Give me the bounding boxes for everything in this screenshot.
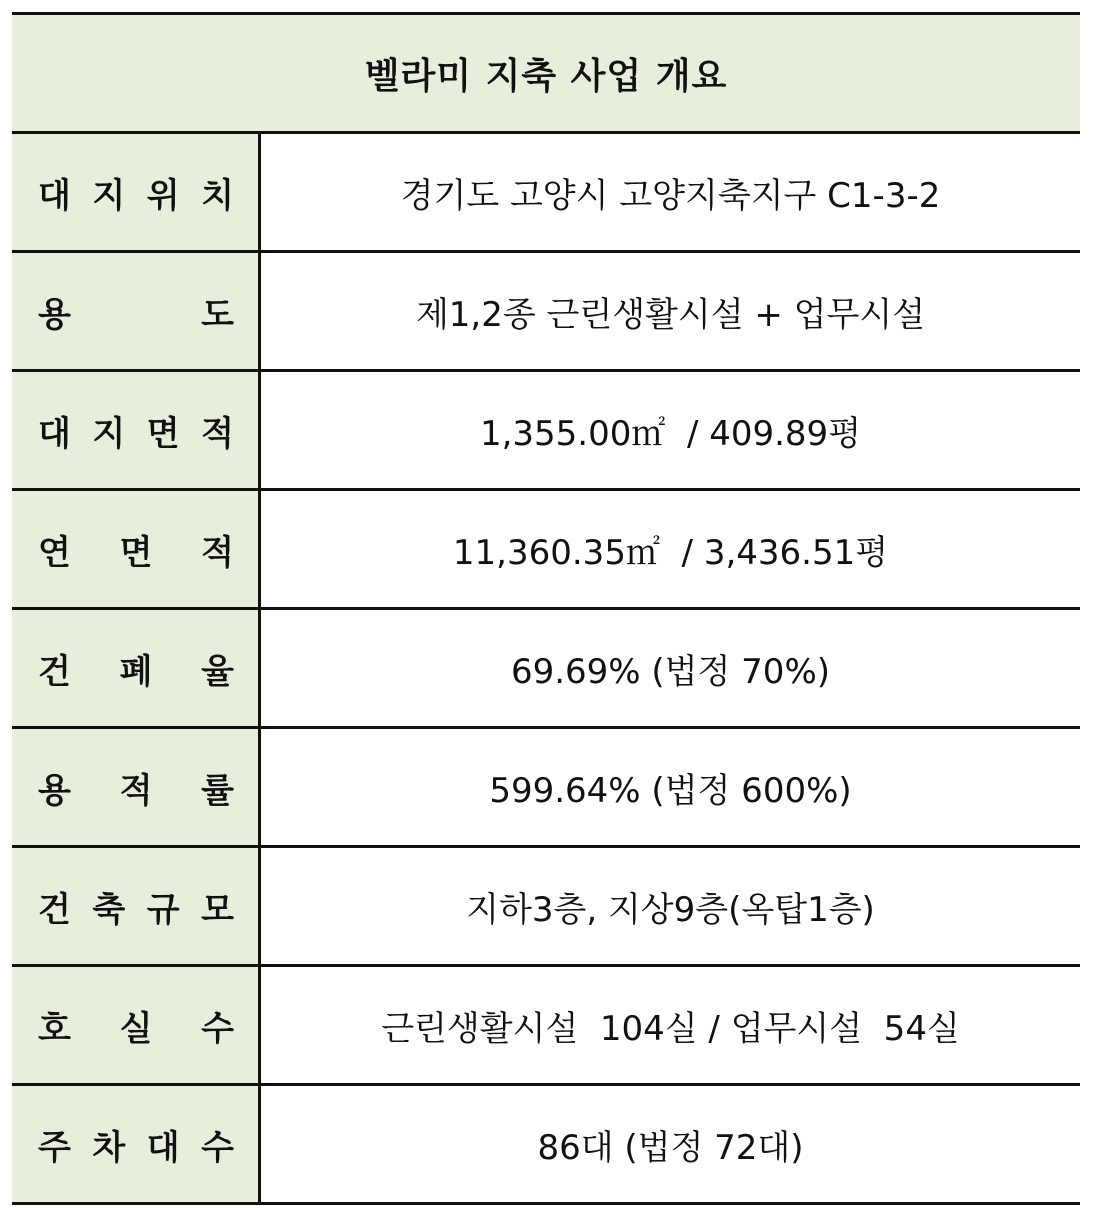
row-label-char: 수 [201,1008,234,1049]
row-label [12,491,261,607]
row-label-char: 규 [146,889,180,930]
table-row-usage [12,253,1080,372]
row-label [12,848,261,964]
table-row-coverage-ratio [12,610,1080,729]
row-label-char: 율 [201,651,234,692]
table-title: 벨라미 지축 사업 개요 [364,55,728,97]
row-label-char: 지 [92,175,126,216]
row-label-char: 축 [92,889,126,930]
row-value: 86대 (법정 72대) [537,1127,804,1168]
row-value: 11,360.35㎡ / 3,436.51평 [452,532,889,573]
row-label-char: 주 [38,1127,71,1168]
row-label-char: 실 [119,1008,153,1049]
row-label-char: 차 [92,1127,126,1168]
table-title-row [12,15,1080,134]
table-row-parking [12,1086,1080,1202]
row-label-char: 용 [38,294,71,335]
row-label-char: 대 [38,413,71,454]
row-label-char: 위 [146,175,180,216]
table-row-gross-floor-area [12,491,1080,610]
row-label [12,729,261,845]
row-label-char: 도 [201,294,234,335]
row-value: 1,355.00㎡ / 409.89평 [479,413,862,454]
table-row-site-location [12,134,1080,253]
row-value: 근린생활시설 104실 / 업무시설 54실 [381,1008,960,1049]
row-label-char: 용 [38,770,71,811]
row-value: 지하3층, 지상9층(옥탑1층) [466,889,875,930]
row-label-char: 건 [38,651,71,692]
row-label-char: 연 [38,532,71,573]
row-value: 경기도 고양시 고양지축지구 C1-3-2 [400,175,941,216]
row-label-char: 대 [38,175,71,216]
row-value: 제1,2종 근린생활시설 + 업무시설 [415,294,926,335]
row-label-char: 호 [38,1008,71,1049]
row-label-char: 적 [201,413,234,454]
row-label-char: 적 [119,770,153,811]
row-label-char: 률 [201,770,234,811]
row-label [12,134,261,250]
row-label-char: 수 [201,1127,234,1168]
row-label [12,253,261,369]
row-label-char: 대 [146,1127,180,1168]
row-label-char: 면 [146,413,180,454]
row-label [12,372,261,488]
table-row-building-scale [12,848,1080,967]
table-row-site-area [12,372,1080,491]
project-overview-table [12,12,1080,1205]
row-label-char: 지 [92,413,126,454]
row-label [12,1086,261,1202]
row-label-char: 적 [201,532,234,573]
row-label-char: 치 [201,175,234,216]
row-label [12,967,261,1083]
table-row-unit-count [12,967,1080,1086]
row-label [12,610,261,726]
row-label-char: 면 [119,532,153,573]
row-label-char: 모 [201,889,234,930]
row-label-char: 건 [38,889,71,930]
table-row-floor-area-ratio [12,729,1080,848]
row-label-char: 폐 [119,651,153,692]
row-value: 69.69% (법정 70%) [510,651,831,692]
row-value: 599.64% (법정 600%) [489,770,852,811]
